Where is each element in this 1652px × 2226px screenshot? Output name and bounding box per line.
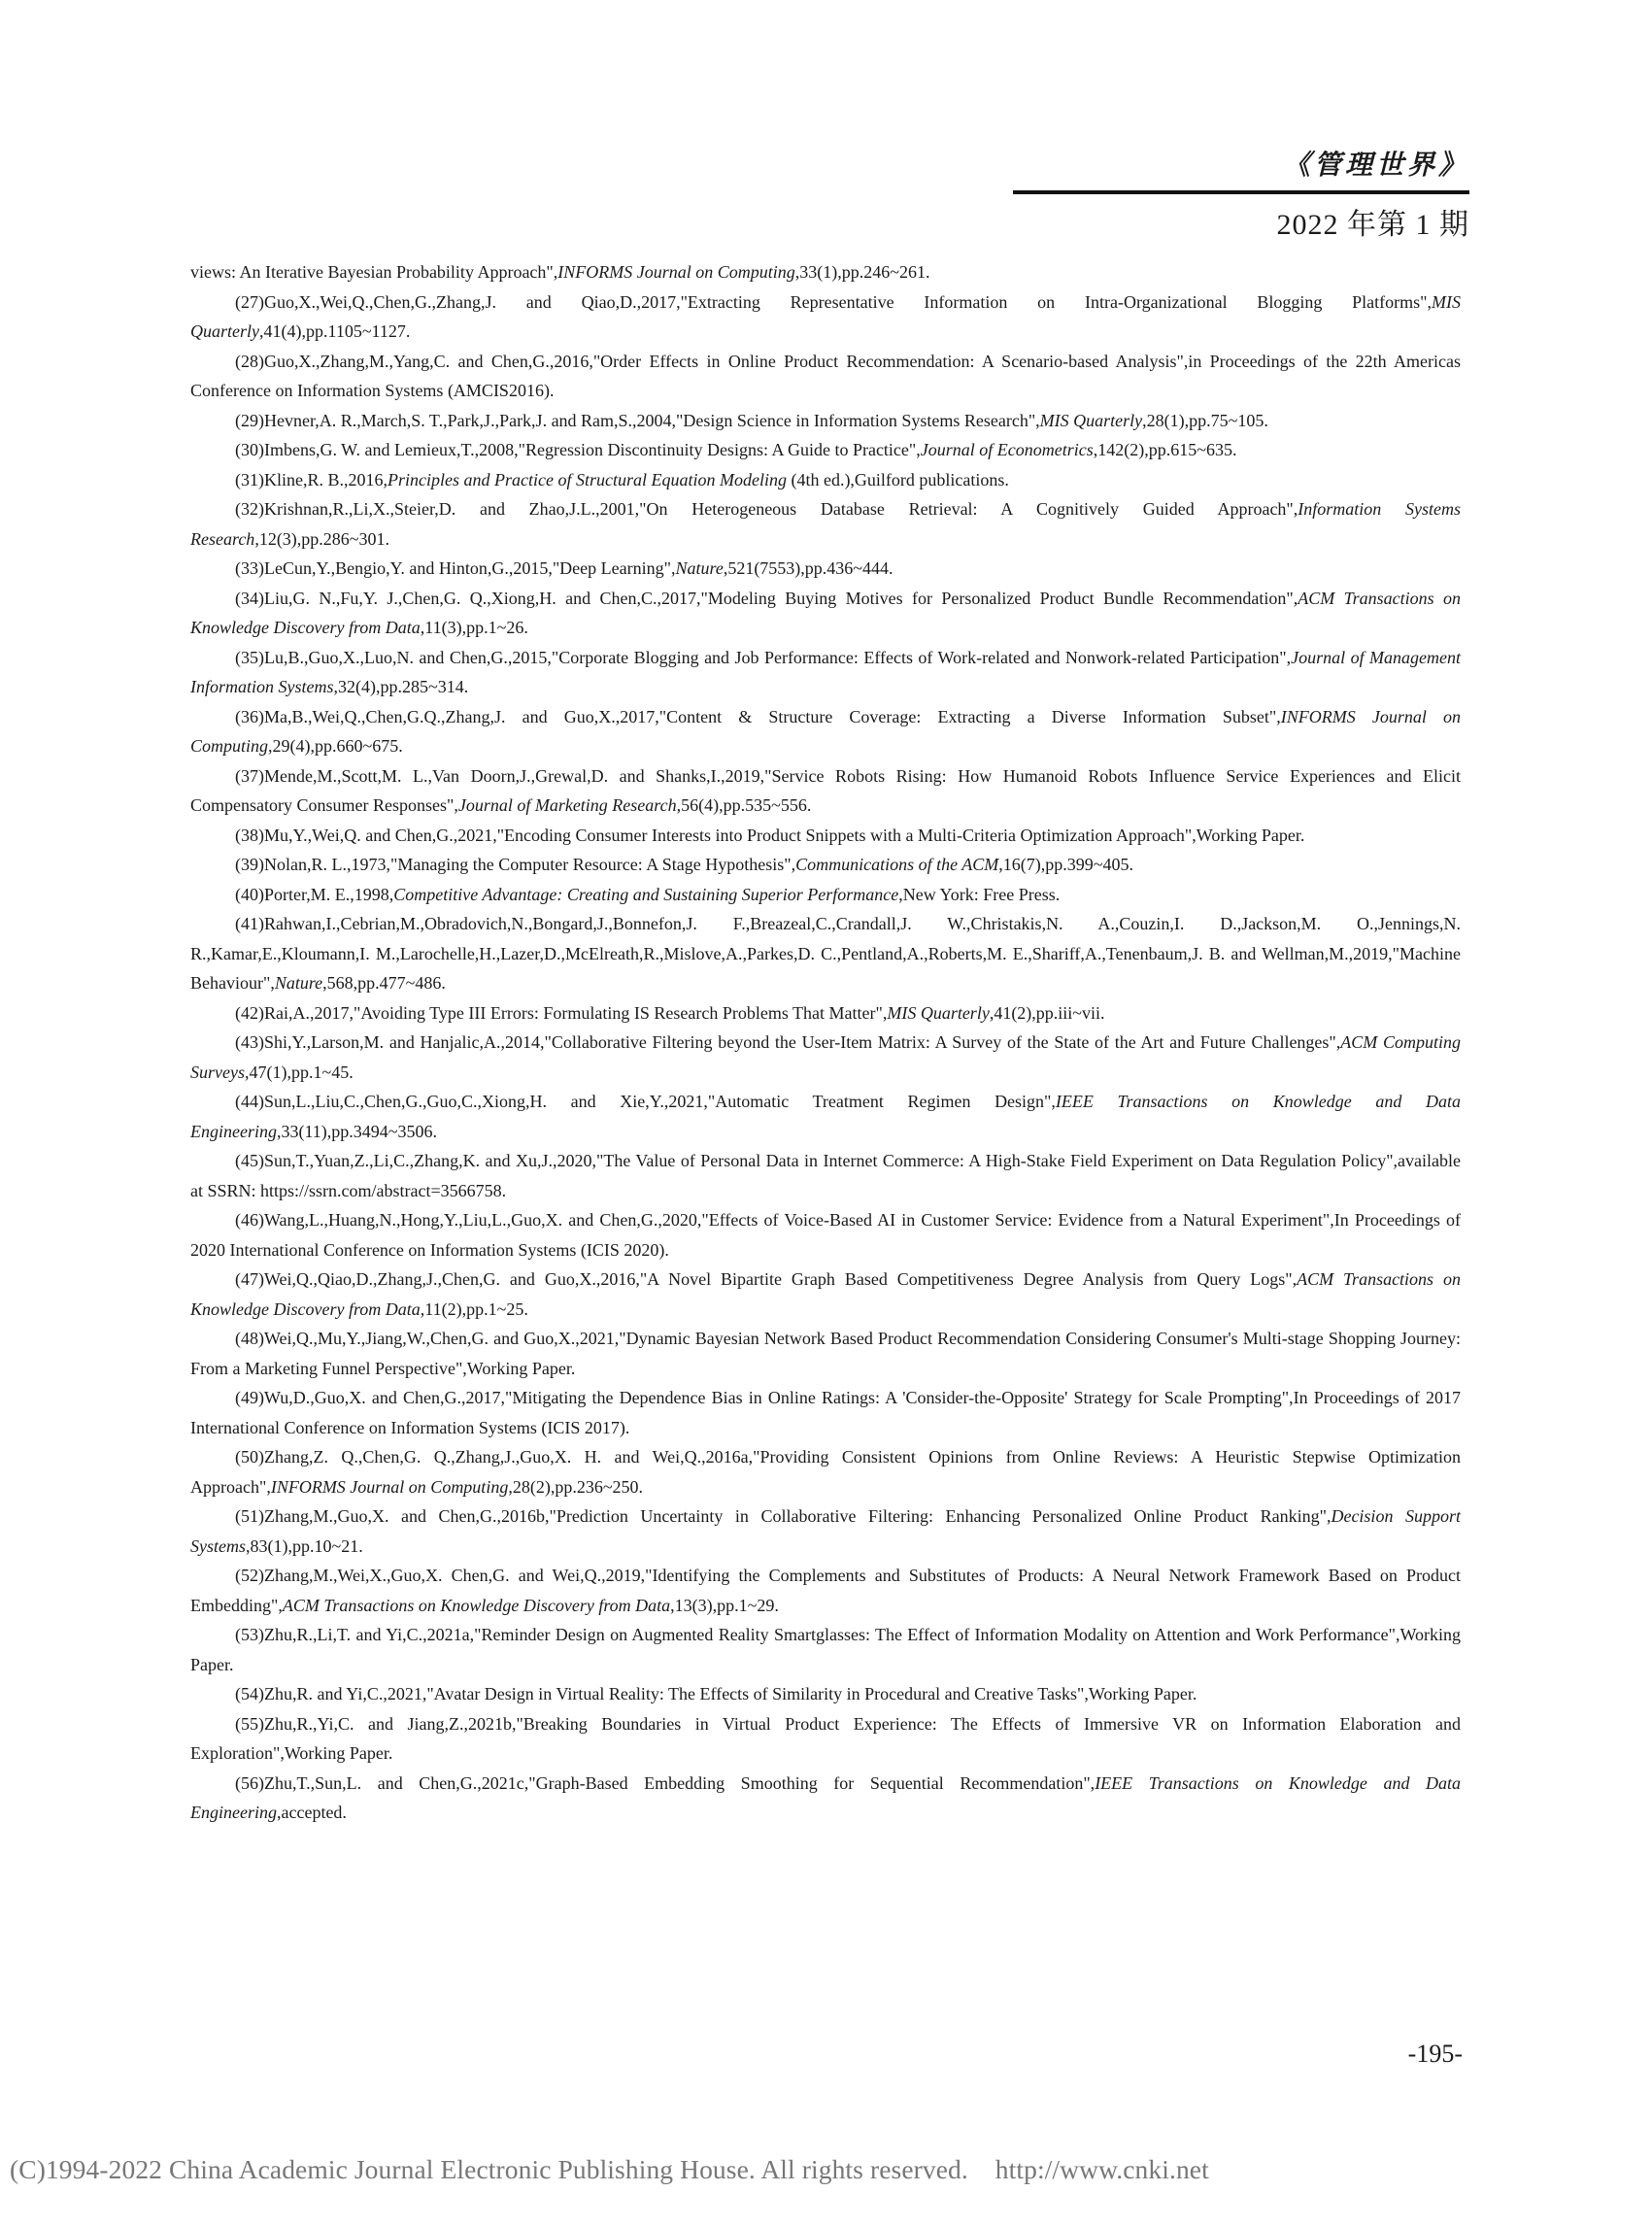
reference-text: (33)LeCun,Y.,Bengio,Y. and Hinton,G.,2015,"Deep Learning", [235,558,676,578]
reference-entry [190,1028,1461,1087]
reference-tail: (4th ed.),Guilford publications. [786,469,1009,489]
reference-text: (50)Zhang,Z. Q.,Chen,G. Q.,Zhang,J.,Guo,X. H. and Wei,Q.,2016a,"Providing Consistent Opinions from Online Reviews: A Heuristic Stepwise Optimization Approach", [190,1447,1461,1497]
reference-tail: ,New York: Free Press. [898,884,1061,904]
reference-entry [190,435,1461,465]
reference-text: (48)Wei,Q.,Mu,Y.,Jiang,W.,Chen,G. and Guo,X.,2021,"Dynamic Bayesian Network Based Product Recommendation Considering Consumer's Multi-stage Shopping Journey: From a Marketing Funnel Perspective",Working Paper. [190,1329,1461,1378]
reference-journal: Nature [675,558,724,578]
reference-text: (51)Zhang,M.,Guo,X. and Chen,G.,2016b,"Prediction Uncertainty in Collaborative Filtering: Enhancing Personalized Online Product Ranking", [235,1506,1332,1526]
reference-text: (34)Liu,G. N.,Fu,Y. J.,Chen,G. Q.,Xiong,H. and Chen,C.,2017,"Modeling Buying Motives for Personalized Product Bundle Recommendation", [235,588,1298,608]
reference-journal: INFORMS Journal on Computing [557,262,795,282]
reference-text: (44)Sun,L.,Liu,C.,Chen,G.,Guo,C.,Xiong,H. and Xie,Y.,2021,"Automatic Treatment Regimen Design", [235,1092,1056,1111]
reference-entry [190,1769,1461,1828]
reference-entry [190,1324,1461,1383]
reference-entry [190,1442,1461,1501]
reference-tail: ,521(7553),pp.436~444. [723,558,893,578]
reference-journal: MIS Quarterly [887,1002,990,1023]
reference-text: (40)Porter,M. E.,1998, [235,884,394,904]
reference-text: (55)Zhu,R.,Yi,C. and Jiang,Z.,2021b,"Breaking Boundaries in Virtual Product Experience: The Effects of Immersive VR on Information Elaboration and Exploration",Working Paper. [190,1713,1461,1763]
reference-text: (31)Kline,R. B.,2016, [235,469,388,489]
reference-journal: Principles and Practice of Structural Equation Modeling [388,469,787,489]
reference-entry [190,584,1461,643]
reference-entry [190,850,1461,880]
running-header [1283,144,1469,190]
reference-text: (43)Shi,Y.,Larson,M. and Hanjalic,A.,2014,"Collaborative Filtering beyond the User-Item Matrix: A Survey of the State of the Art and Future Challenges", [235,1032,1341,1052]
reference-text: (39)Nolan,R. L.,1973,"Managing the Computer Resource: A Stage Hypothesis", [235,855,796,874]
reference-tail: ,83(1),pp.10~21. [246,1535,363,1556]
reference-tail: ,accepted. [276,1803,347,1822]
reference-tail: ,11(2),pp.1~25. [420,1298,528,1319]
reference-text: (30)Imbens,G. W. and Lemieux,T.,2008,"Regression Discontinuity Designs: A Guide to Practice", [235,440,921,459]
reference-list [190,257,1461,1828]
reference-text: (46)Wang,L.,Huang,N.,Hong,Y.,Liu,L.,Guo,X. and Chen,G.,2020,"Effects of Voice-Based AI in Customer Service: Evidence from a Natural Experiment",In Proceedings of 2020 International Conference on Information Systems (ICIS 2020). [190,1210,1461,1260]
reference-entry [190,347,1461,406]
reference-text: (29)Hevner,A. R.,March,S. T.,Park,J.,Park,J. and Ram,S.,2004,"Design Science in Information Systems Research", [235,410,1040,430]
reference-entry [190,554,1461,584]
reference-tail: ,11(3),pp.1~26. [420,618,528,637]
journal-name: 《管理世界》 [1282,151,1469,181]
reference-tail: ,29(4),pp.660~675. [268,736,403,756]
reference-entry [190,1501,1461,1561]
reference-text: (53)Zhu,R.,Li,T. and Yi,C.,2021a,"Reminder Design on Augmented Reality Smartglasses: The Effect of Information Modality on Attention and Work Performance",Working Paper. [190,1625,1461,1674]
reference-entry [190,1265,1461,1324]
reference-text: (54)Zhu,R. and Yi,C.,2021,"Avatar Design in Virtual Reality: The Effects of Similarity in Procedural and Creative Tasks",Working Paper. [235,1684,1197,1703]
reference-entry [190,880,1461,910]
reference-text: (28)Guo,X.,Zhang,M.,Yang,C. and Chen,G.,2016,"Order Effects in Online Product Recommendation: A Scenario-based Analysis",in Proceedings of the 22th Americas Conference on Information Systems (AMCIS2016). [190,351,1461,400]
reference-entry [190,257,1461,287]
reference-tail: ,47(1),pp.1~45. [244,1062,354,1082]
reference-text: (37)Mende,M.,Scott,M. L.,Van Doorn,J.,Grewal,D. and Shanks,I.,2019,"Service Robots Rising: How Humanoid Robots Influence Service Experiences and Elicit Compensatory Consumer Responses", [190,765,1461,815]
reference-tail: ,33(11),pp.3494~3506. [276,1121,438,1141]
reference-tail: ,32(4),pp.285~314. [333,677,469,696]
reference-text: (56)Zhu,T.,Sun,L. and Chen,G.,2021c,"Graph-Based Embedding Smoothing for Sequential Recommendation", [235,1772,1096,1793]
reference-journal: INFORMS Journal on Computing [270,1476,509,1497]
reference-tail: ,56(4),pp.535~556. [676,795,812,815]
reference-journal: Communications of the ACM [795,855,999,874]
reference-text: views: An Iterative Bayesian Probability Approach", [190,262,558,282]
reference-entry [190,406,1461,436]
reference-entry [190,1205,1461,1265]
reference-text: (38)Mu,Y.,Wei,Q. and Chen,G.,2021,"Encoding Consumer Interests into Product Snippets with a Multi-Criteria Optimization Approach",Working Paper. [235,825,1305,845]
reference-text: (49)Wu,D.,Guo,X. and Chen,G.,2017,"Mitigating the Dependence Bias in Online Ratings: A 'Consider-the-Opposite' Strategy for Scale Prompting",In Proceedings of 2017 International Conference on Information Systems (ICIS 2017). [190,1388,1461,1437]
reference-tail: ,12(3),pp.286~301. [254,528,390,549]
reference-journal: Journal of Management Information Systems [190,647,1461,696]
reference-journal: Journal of Econometrics [920,440,1094,459]
reference-text: (36)Ma,B.,Wei,Q.,Chen,G.Q.,Zhang,J. and Guo,X.,2017,"Content & Structure Coverage: Extracting a Diverse Information Subset", [235,706,1281,726]
reference-entry [190,821,1461,851]
reference-journal: Nature [274,973,323,993]
reference-entry [190,909,1461,998]
reference-journal: ACM Computing Surveys [190,1032,1461,1082]
reference-journal: Information Systems Research [190,499,1461,549]
reference-text: (27)Guo,X.,Wei,Q.,Chen,G.,Zhang,J. and Qiao,D.,2017,"Extracting Representative Information on Intra-Organizational Blogging Platforms", [235,291,1432,312]
reference-journal: Competitive Advantage: Creating and Sustaining Superior Performance [393,884,899,904]
reference-journal: ACM Transactions on Knowledge Discovery from Data [282,1595,671,1615]
reference-entry [190,1561,1461,1620]
reference-text: (35)Lu,B.,Guo,X.,Luo,N. and Chen,G.,2015,"Corporate Blogging and Job Performance: Effects of Work-related and Nonwork-related Participation", [235,647,1292,667]
reference-entry [190,702,1461,761]
reference-entry [190,1620,1461,1679]
reference-entry [190,1087,1461,1146]
reference-entry [190,761,1461,821]
reference-journal: IEEE Transactions on Knowledge and Data Engineering [190,1772,1462,1822]
reference-text: (52)Zhang,M.,Wei,X.,Guo,X. Chen,G. and Wei,Q.,2019,"Identifying the Complements and Substitutes of Products: A Neural Network Framework Based on Product Embedding", [190,1566,1461,1615]
reference-tail: ,142(2),pp.615~635. [1093,440,1237,459]
reference-text: (41)Rahwan,I.,Cebrian,M.,Obradovich,N.,Bongard,J.,Bonnefon,J. F.,Breazeal,C.,Crandall,J. W.,Christakis,N. A.,Couzin,I. D.,Jackson,M. O.,Jennings,N. R.,Kamar,E.,Kloumann,I. M.,Larochelle,H.,Lazer,D.,McElreath,R.,Mislove,A.,Parkes,D. C.,Pentland,A.,Roberts,M. E.,Shariff,A.,Tenenbaum,J. B. and Wellman,M.,2019,"Machine Behaviour", [190,914,1461,993]
reference-text: (45)Sun,T.,Yuan,Z.,Li,C.,Zhang,K. and Xu,J.,2020,"The Value of Personal Data in Internet Commerce: A High-Stake Field Experiment on Data Regulation Policy",available at SSRN: https://ssrn.com/abstract=3566758. [190,1151,1461,1200]
reference-journal: MIS Quarterly [190,291,1461,341]
reference-tail: ,28(2),pp.236~250. [508,1476,644,1497]
reference-entry [190,287,1461,347]
reference-tail: ,568,pp.477~486. [322,973,446,993]
page-number: -195- [1407,2040,1463,2068]
reference-entry [190,1383,1461,1442]
reference-tail: ,13(3),pp.1~29. [670,1595,779,1615]
reference-tail: ,33(1),pp.246~261. [794,262,930,282]
reference-tail: ,41(4),pp.1105~1127. [259,321,411,341]
reference-text: (47)Wei,Q.,Qiao,D.,Zhang,J.,Chen,G. and Guo,X.,2016,"A Novel Bipartite Graph Based Competitiveness Degree Analysis from Query Logs", [235,1269,1298,1289]
reference-entry [190,643,1461,702]
header-rule [1013,190,1469,194]
reference-journal: MIS Quarterly [1039,410,1143,430]
reference-entry [190,1709,1461,1769]
reference-journal: IEEE Transactions on Knowledge and Data Engineering [190,1092,1461,1141]
reference-journal: INFORMS Journal on Computing [190,706,1461,756]
reference-tail: ,28(1),pp.75~105. [1142,410,1268,430]
issue-label: 2022 年第 1 期 [1276,209,1469,241]
reference-tail: ,41(2),pp.iii~vii. [989,1002,1105,1023]
reference-tail: ,16(7),pp.399~405. [998,855,1134,874]
reference-entry [190,1146,1461,1205]
reference-journal: Decision Support Systems [190,1506,1461,1556]
reference-entry [190,998,1461,1029]
reference-entry [190,465,1461,495]
reference-journal: ACM Transactions on Knowledge Discovery from Data [190,1269,1461,1319]
reference-journal: ACM Transactions on Knowledge Discovery from Data [190,588,1461,637]
reference-entry [190,1679,1461,1709]
reference-text: (42)Rai,A.,2017,"Avoiding Type III Errors: Formulating IS Research Problems That Matter", [235,1002,888,1023]
reference-journal: Journal of Marketing Research [457,795,677,815]
reference-text: (32)Krishnan,R.,Li,X.,Steier,D. and Zhao,J.L.,2001,"On Heterogeneous Database Retrieval: A Cognitively Guided Approach", [235,499,1298,519]
reference-entry [190,494,1461,554]
copyright-footer: (C)1994-2022 China Academic Journal Electronic Publishing House. All rights reserved. http://www.cnki.net [10,2154,1209,2184]
